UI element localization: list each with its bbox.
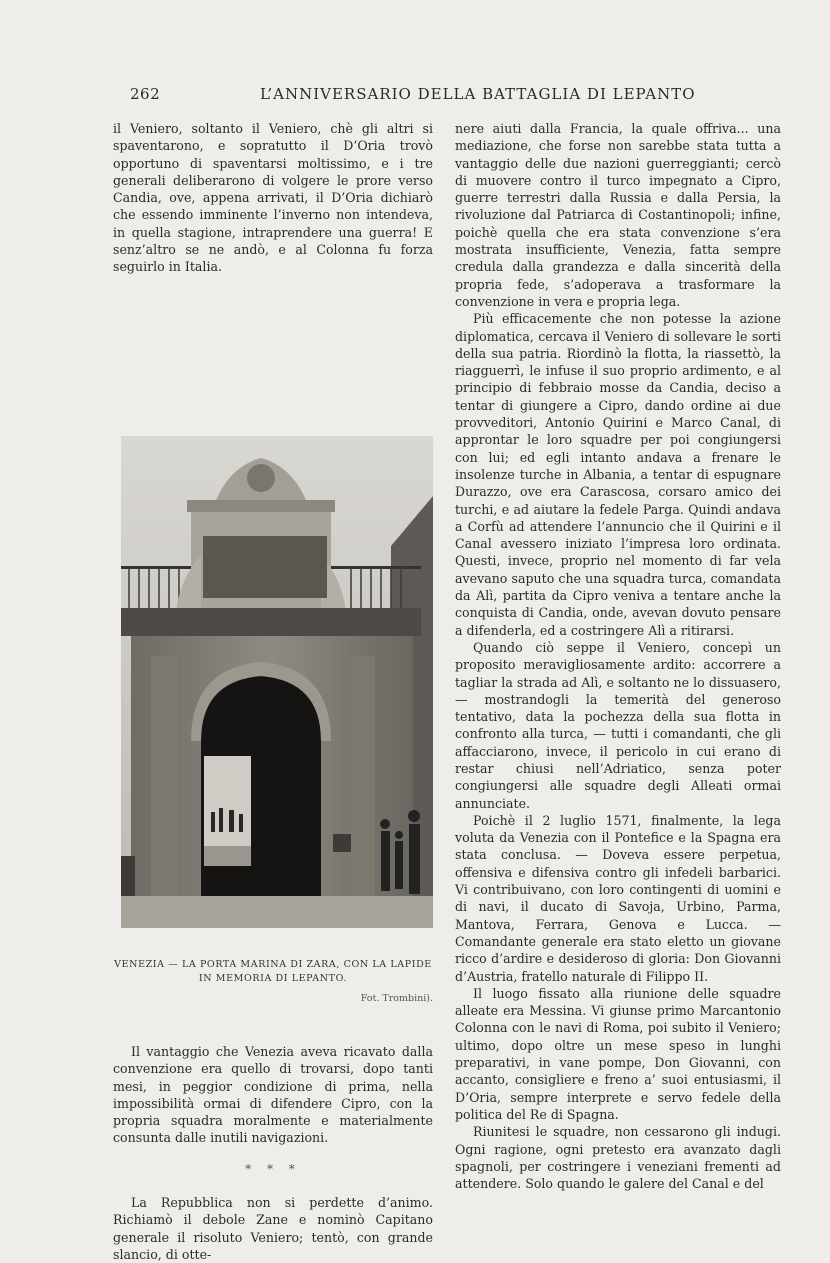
right-paragraph-1: nere aiuti dalla Francia, la quale offriva... una mediazione, che forse non sarebbe stata tutta a vantaggio delle due nazioni guerreggianti; cercò di muovere contro il turco impegnato a Cipro, guerre terrestri dalla Russia e dalla Persia, la rivoluzione dal Patriarca di Costantinopoli; infine, poichè quella che era stata convenzione s’era mostrata insufficiente, Venezia, fatta sempre credula dalla grandezza e dalla sincerità della propria fede, s’adoperava a trasformare la convenzione in vera e propria lega. [455, 121, 781, 309]
right-paragraph-4: Poichè il 2 luglio 1571, finalmente, la lega voluta da Venezia con il Pontefice e la Spagna era stata conclusa. — Doveva essere perpetua, offensiva e difensiva contro gli infedeli barbarici. Vi contribuivano, con loro contingenti di uomini e di navi, il ducato di Savoja, Urbino, Parma, Mantova, Ferrara, Genova e Lucca. — Comandante generale era stato eletto un giovane ricco d’ardire e desideroso di gloria: Don Giovanni d’Austria, fratello naturale di Filippo II. [455, 812, 781, 984]
photo-credit: Fot. Trombini). [360, 992, 433, 1004]
right-paragraph-6: Riunitesi le squadre, non cessarono gli indugi. Ogni ragione, ogni pretesto era avanzato dagli spagnoli, per costringere i veneziani frementi ad attendere. Solo quando le galere del Canal e del [455, 1124, 781, 1192]
porta-marina-image [121, 436, 433, 928]
right-paragraph-2: Più efficacemente che non potesse la azione diplomatica, cercava il Veniero di sollevare le sorti della sua patria. Riordinò la flotta, la riassettò, la riagguerrì, le infuse il suo proprio ardimento, e al principio di febbraio mosse da Candia, deciso a tentar di giungere a Cipro, dando ordine ai due provveditori, Antonio Quirini e Marco Canal, di approntar le loro squadre per poi congiungersi con lui; ed egli intanto andava a frenare le insolenze turche in Albania, a tentar di espugnare Durazzo, ove era Carascosa, corsaro amico dei turchi, e ad aiutare la fedele Parga. Quindi andava a Corfù ad attendere l’annuncio che il Quirini e il Canal avessero iniziato l’impresa loro ordinata. Questi, invece, proprio nel momento di far vela avevano saputo che una squadra turca, comandata da Alì, partita da Cipro veniva a tentare anche la conquista di Candia, onde, avevan dovuto pensare a difenderla, ed a costringere Alì a ritirarsi. [455, 311, 781, 638]
left-column [113, 120, 433, 1263]
paragraph-repubblica: La Repubblica non si perdette d’animo. Richiamò il debole Zane e nominò Capitano generale il risoluto Veniero; tentò, con grande slancio, di otte- [113, 1195, 433, 1262]
photo-caption-line-2: IN MEMORIA DI LEPANTO. [198, 972, 348, 984]
page-number: 262 [130, 85, 161, 103]
running-title: L’ANNIVERSARIO DELLA BATTAGLIA DI LEPANTO [260, 85, 696, 103]
paragraph-vantaggio: Il vantaggio che Venezia aveva ricavato dalla convenzione era quello di trovarsi, dopo tanti mesi, in peggior condizione di prima, nella impossibilità ormai di difendere Cipro, con la propria squadra moralmente e materialmente consunta dalle inutili navigazioni. [113, 1043, 433, 1146]
right-paragraph-5: Il luogo fissato alla riunione delle squadre alleate era Messina. Vi giunse primo Marcantonio Colonna con le navi di Roma, poi subito il Veniero; ultimo, dopo oltre un mese speso in lunghi preparativi, in vane pompe, Don Giovanni, con accanto, consigliere e freno a’ suoi entusiasmi, il D’Oria, sempre interprete e servo fedele della politica del Re di Spagna. [455, 985, 781, 1122]
photo-caption [113, 958, 433, 986]
photo-caption-line-1: VENEZIA — LA PORTA MARINA DI ZARA, CON LA LAPIDE [114, 958, 432, 970]
section-separator: * * * [245, 1161, 301, 1176]
right-column [455, 120, 781, 1192]
left-top-paragraph: il Veniero, soltanto il Veniero, chè gli altri si spaventarono, e sopratutto il D’Oria trovò opportuno di spaventarsi moltissimo, e i tre generali deliberarono di volgere le prore verso Candia, ove, appena arrivati, il D’Oria dichiarò che essendo imminente l’inverno non intendeva, in quella stagione, intraprendere una guerra! E senz’altro se ne andò, e al Colonna fu forza seguirlo in Italia. [113, 121, 433, 275]
gate-photograph [121, 436, 433, 928]
right-paragraph-3: Quando ciò seppe il Veniero, concepì un proposito meravigliosamente ardito: accorrere a tagliar la strada ad Alì, e soltanto ne lo dissuasero, — mostrandogli la temerità del generoso tentativo, data la pochezza della sua flotta in confronto alla turca, — tutti i comandanti, che gli affacciarono, invece, il pericolo in cui erano di restar chiusi nell’Adriatico, senza poter congiungersi alle squadre degli Alleati ormai annunciate. [455, 639, 781, 811]
